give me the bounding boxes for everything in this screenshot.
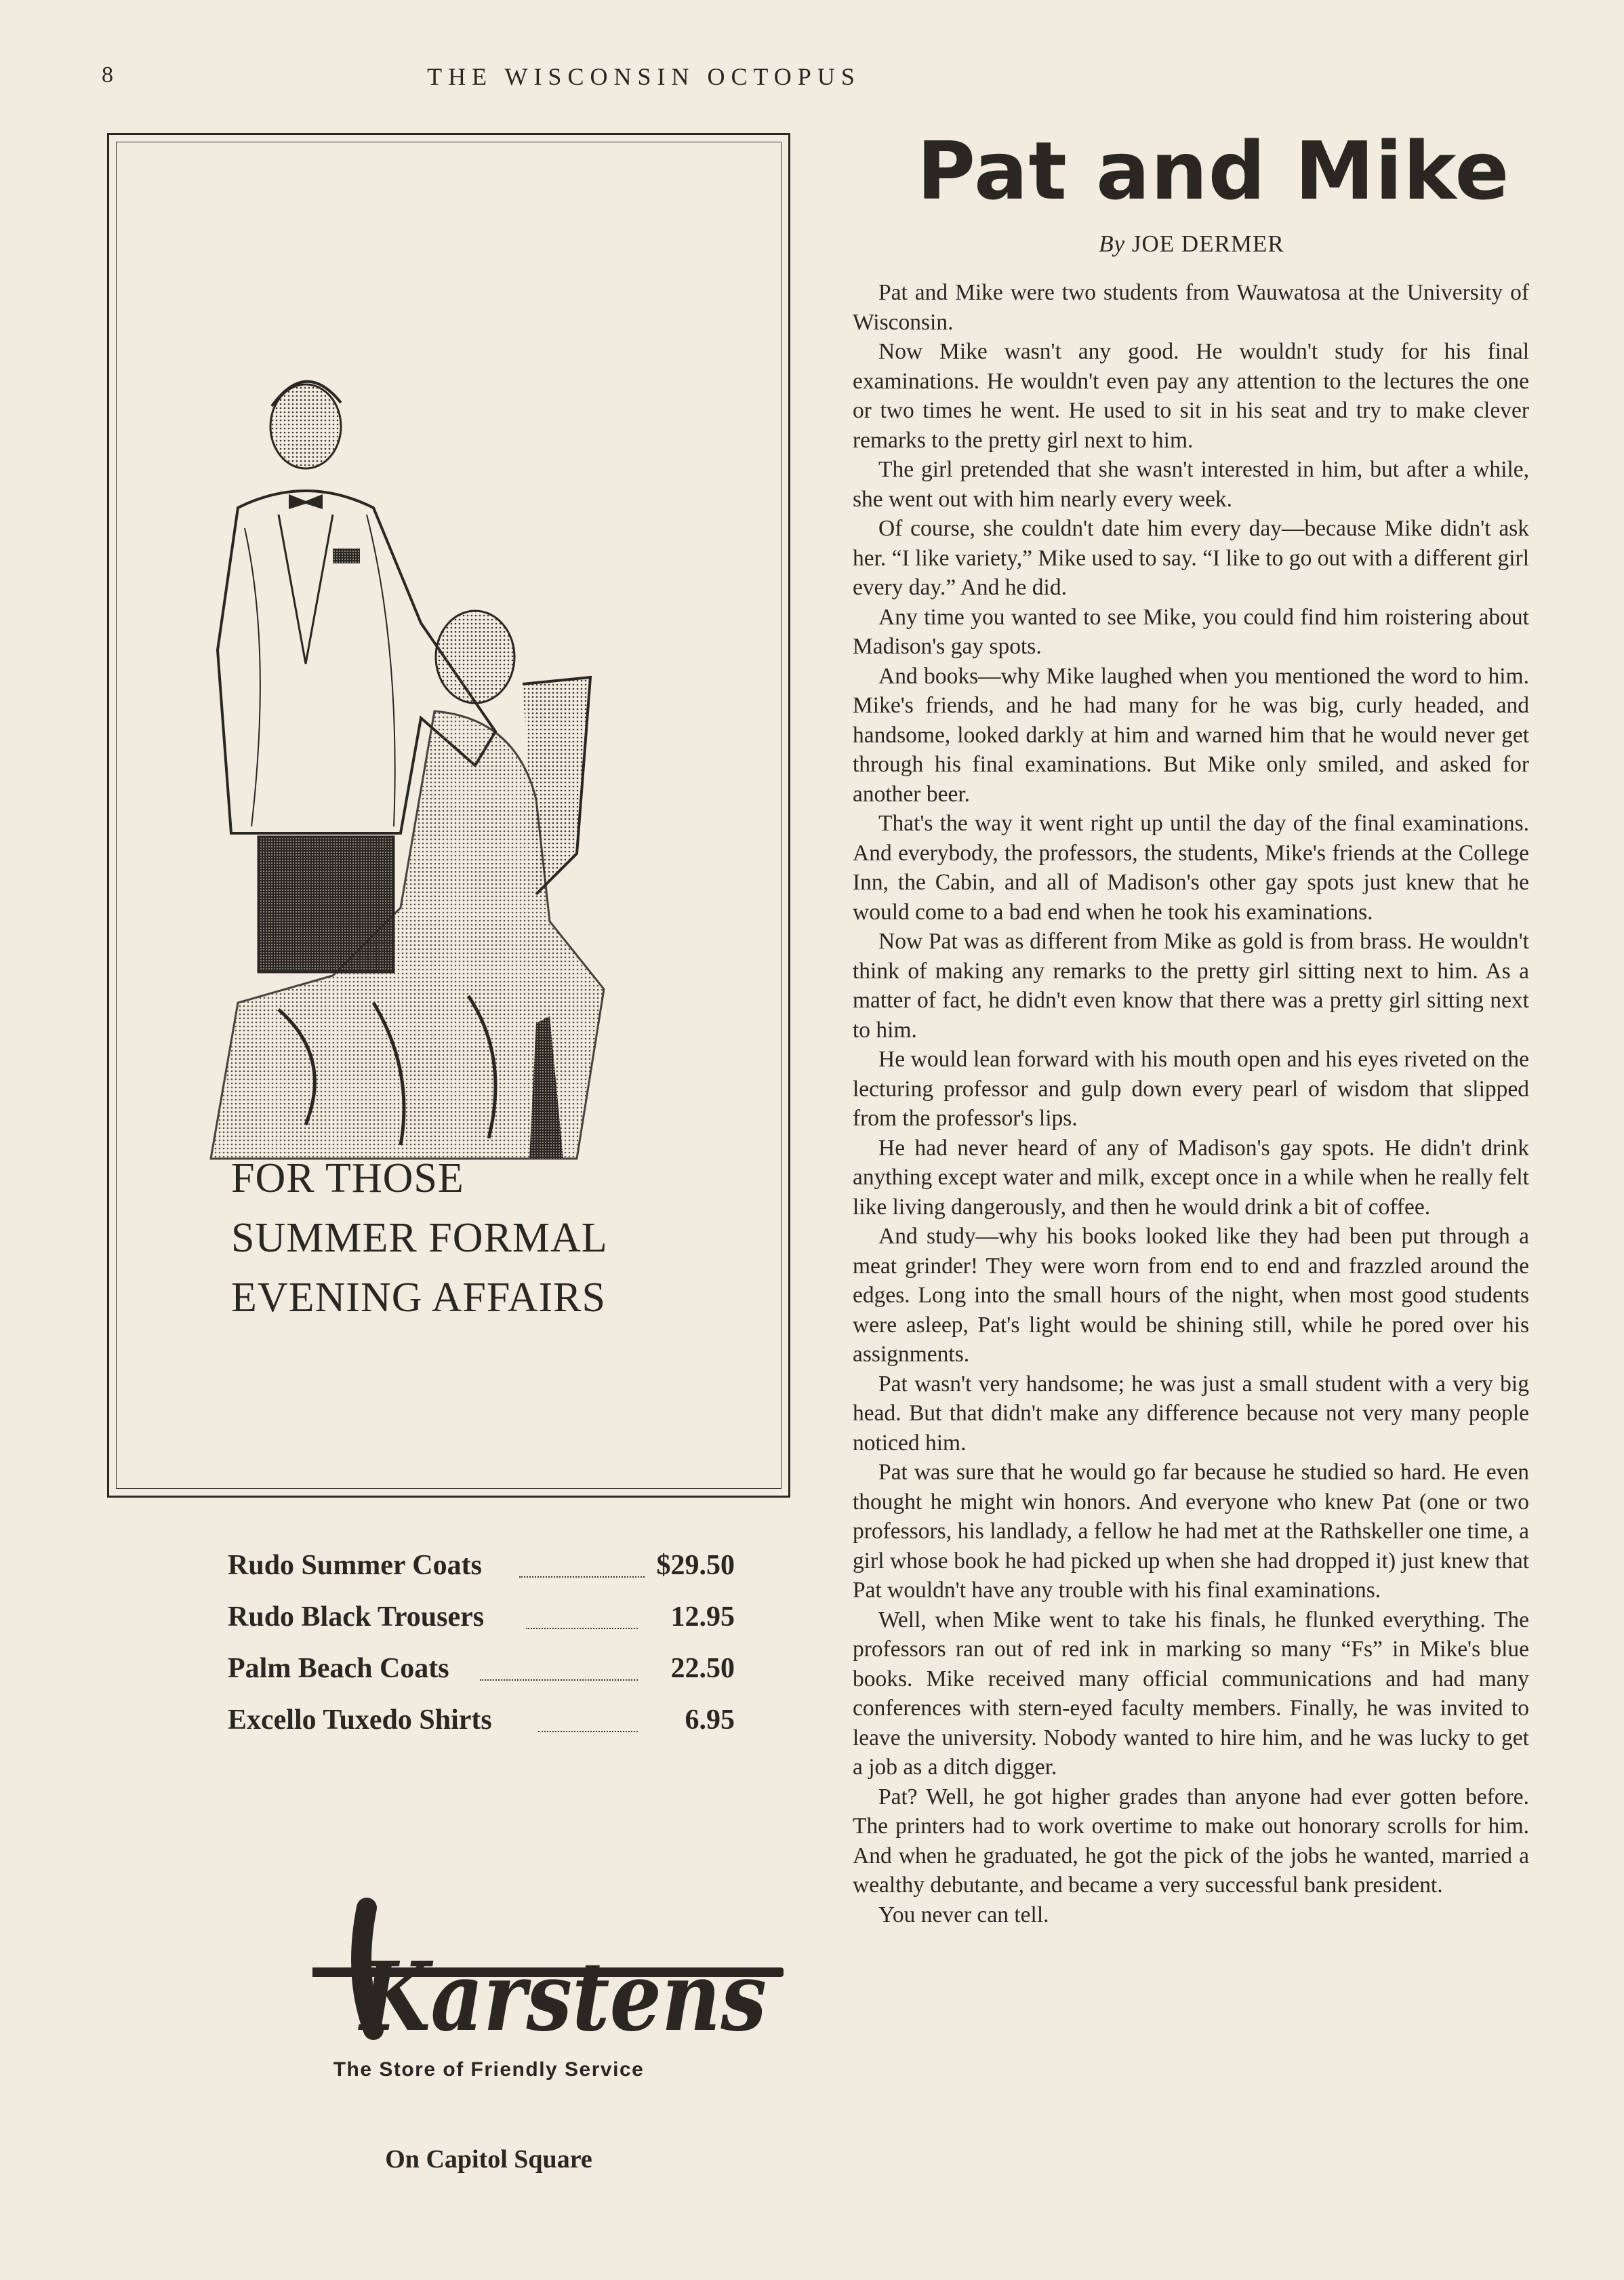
store-tagline: The Store of Friendly Service xyxy=(333,2058,645,2081)
price-item: Palm Beach Coats xyxy=(228,1653,449,1684)
price-row xyxy=(228,1601,784,1652)
price-item: Rudo Black Trousers xyxy=(228,1601,485,1633)
article-title: Pat and Mike xyxy=(916,124,1510,218)
article-paragraph: And books—why Mike laughed when you mentioned the word to him. Mike's friends, and he had many for he was big, curly headed, and handsome, looked darkly at him and warned him that he would never get through his final examinations. But Mike only smiled, and asked for another beer. xyxy=(853,663,1529,807)
article-paragraph: That's the way it went right up until the day of the final examinations. And everybody, the professors, the students, Mike's friends at the College Inn, the Cabin, and all of Madison's other gay spots just knew that he would come to a bad end when he took his examinations. xyxy=(853,811,1529,925)
article-paragraph: Now Pat was as different from Mike as gold is from brass. He wouldn't think of making any remarks to the pretty girl sitting next to him. As a matter of fact, he didn't even know that there was a pretty girl sitting next to him. xyxy=(853,929,1529,1043)
price-amount: 12.95 xyxy=(670,1601,735,1633)
article-body xyxy=(853,278,1529,1929)
price-row xyxy=(228,1704,784,1755)
price-item: Rudo Summer Coats xyxy=(228,1550,482,1581)
article-paragraph: Of course, she couldn't date him every day—because Mike didn't ask her. “I like variety,” Mike used to say. “I like to go out with a different girl every day.” And he did. xyxy=(853,516,1529,600)
article-paragraph: Well, when Mike went to take his finals, he flunked everything. The professors ran out of red ink in marking so many “Fs” in Mike's blue books. Mike received many official communications and had many conferences with stern-eyed faculty members. Finally, he was invited to leave the university. Nobody wanted to hire him, and he was lucky to get a job as a ditch digger. xyxy=(853,1607,1529,1780)
price-amount: 6.95 xyxy=(685,1704,735,1736)
author-name: JOE DERMER xyxy=(1131,231,1284,257)
price-list xyxy=(228,1549,784,1755)
ad-headline-line: FOR THOSE xyxy=(231,1155,464,1201)
byline xyxy=(853,231,1530,258)
dotted-leader xyxy=(519,1576,645,1578)
page-header xyxy=(0,62,1624,103)
page-number: 8 xyxy=(102,62,115,87)
magazine-title: THE WISCONSIN OCTOPUS xyxy=(427,63,861,90)
price-amount: 22.50 xyxy=(670,1653,735,1684)
article-paragraph: The girl pretended that she wasn't interested in him, but after a while, she went out with him nearly every week. xyxy=(853,457,1529,512)
article-paragraph: He would lean forward with his mouth open and his eyes riveted on the lecturing professor and gulp down every pearl of wisdom that slipped from the professor's lips. xyxy=(853,1047,1529,1131)
article-paragraph: And study—why his books looked like they had been put through a meat grinder! They were worn from end to end and frazzled around the edges. Long into the small hours of the night, when most good students were asleep, Pat's light would be shining still, while he pored over his assignments. xyxy=(853,1224,1529,1367)
article-paragraph: Pat? Well, he got higher grades than anyone had ever gotten before. The printers had to work overtime to make out honorary scrolls for him. And when he graduated, he got the pick of the jobs he wanted, married a wealthy debutante, and became a very successful bank president. xyxy=(853,1784,1529,1898)
ad-headline-line: SUMMER FORMAL xyxy=(231,1215,608,1261)
article-paragraph: Pat was sure that he would go far because he studied so hard. He even thought he might win honors. And everyone who knew Pat (one or two professors, his landlady, a fellow he had met at the Rathskeller one time, a girl whose book he had picked up when she had dropped it) just knew that Pat wouldn't have any trouble with his final examinations. xyxy=(853,1460,1529,1603)
article-paragraph: You never can tell. xyxy=(878,1902,1049,1927)
ad-headline-line: EVENING AFFAIRS xyxy=(231,1275,606,1321)
karstens-logo xyxy=(312,1894,800,2050)
byline-prefix: By xyxy=(1099,231,1126,257)
article-paragraph: Now Mike wasn't any good. He wouldn't study for his final examinations. He wouldn't even pay any attention to the lectures the one or two times he went. He used to sit in his seat and try to make clever remarks to the pretty girl next to him. xyxy=(853,339,1529,453)
price-amount: $29.50 xyxy=(656,1550,735,1581)
dotted-leader xyxy=(538,1731,638,1732)
svg-text:Karstens: Karstens xyxy=(357,1942,767,2050)
ad-headline xyxy=(231,1148,746,1327)
dotted-leader xyxy=(480,1679,638,1681)
store-location: On Capitol Square xyxy=(385,2145,592,2174)
article-paragraph: Pat and Mike were two students from Wauwatosa at the University of Wisconsin. xyxy=(853,280,1529,335)
article-paragraph: Pat wasn't very handsome; he was just a small student with a very big head. But that didn't make any difference because not very many people noticed him. xyxy=(853,1371,1529,1456)
price-row xyxy=(228,1652,784,1704)
price-item: Excello Tuxedo Shirts xyxy=(228,1704,492,1736)
formal-couple-illustration xyxy=(197,243,685,1165)
dotted-leader xyxy=(526,1628,638,1629)
karstens-advertisement xyxy=(107,133,790,2174)
article-paragraph: Any time you wanted to see Mike, you could find him roistering about Madison's gay spots. xyxy=(853,604,1529,659)
price-row xyxy=(228,1549,784,1601)
article-paragraph: He had never heard of any of Madison's gay spots. He didn't drink anything except water and milk, except once in a while when he really felt like living dangerously, and then he would drink a bit of coffee. xyxy=(853,1135,1529,1220)
